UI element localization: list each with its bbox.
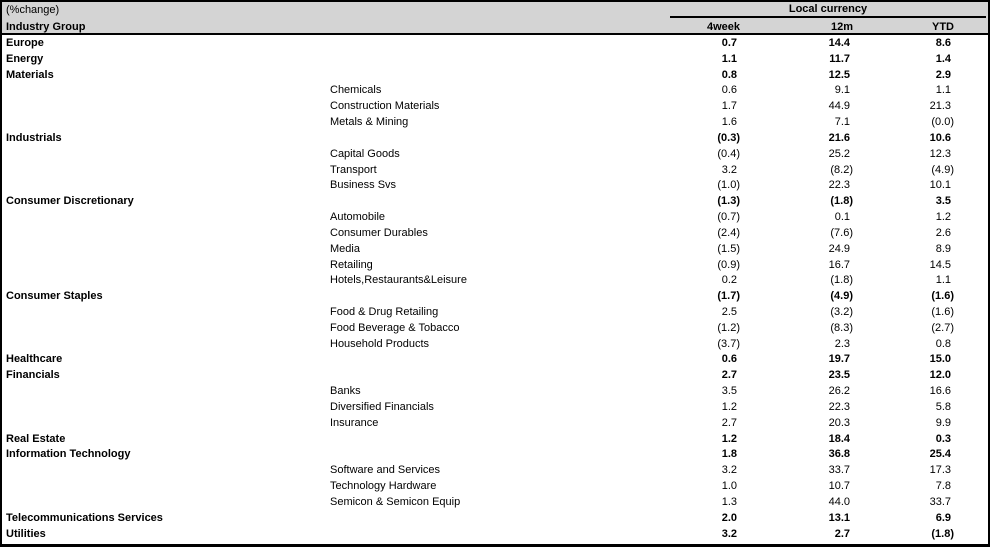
sub-industry-row [2, 146, 988, 162]
sub-industry-row [2, 272, 988, 288]
column-header-4week: 4week [706, 20, 740, 33]
value-ytd: 2.6 [935, 226, 951, 239]
value-12m: 21.6 [828, 131, 850, 144]
group-row [2, 526, 988, 542]
value-ytd: (0.0) [931, 116, 954, 129]
sub-industry-row [2, 383, 988, 399]
value-ytd: 0.8 [935, 337, 951, 350]
value-4week: 2.7 [721, 416, 737, 429]
sub-industry-row [2, 257, 988, 273]
value-ytd: 10.6 [929, 131, 951, 144]
value-4week: 0.6 [721, 353, 737, 366]
group-row [2, 67, 988, 83]
value-4week: 0.2 [721, 274, 737, 287]
group-row [2, 367, 988, 383]
value-12m: 0.1 [834, 211, 850, 224]
value-12m: 20.3 [828, 416, 850, 429]
value-4week: 2.7 [721, 369, 737, 382]
value-ytd: 1.1 [935, 84, 951, 97]
value-ytd: 16.6 [929, 385, 951, 398]
value-4week: 1.0 [721, 480, 737, 493]
row-label: Construction Materials [330, 100, 440, 113]
row-label: Business Svs [330, 179, 397, 192]
value-4week: (0.7) [717, 211, 740, 224]
sub-industry-row [2, 177, 988, 193]
row-label: Energy [6, 52, 44, 65]
value-12m: 14.4 [828, 36, 850, 49]
value-4week: 3.2 [721, 527, 737, 540]
row-label: Materials [6, 68, 54, 81]
value-12m: 23.5 [828, 369, 850, 382]
table-header [2, 2, 988, 35]
row-label: Automobile [330, 211, 386, 224]
value-ytd: 8.6 [935, 36, 951, 49]
value-ytd: 0.3 [935, 432, 951, 445]
value-4week: 1.7 [721, 100, 737, 113]
group-row [2, 431, 988, 447]
row-label: Food & Drug Retailing [330, 305, 439, 318]
sub-industry-row [2, 98, 988, 114]
value-12m: (7.6) [830, 226, 853, 239]
value-12m: 22.3 [828, 400, 850, 413]
value-ytd: 17.3 [929, 464, 951, 477]
row-label: Industrials [6, 131, 62, 144]
sub-industry-row [2, 494, 988, 510]
value-12m: 13.1 [828, 511, 850, 524]
group-row [2, 510, 988, 526]
value-12m: 2.3 [834, 337, 850, 350]
row-label: Telecommunications Services [6, 511, 163, 524]
row-label: Technology Hardware [330, 480, 437, 493]
row-label: Europe [6, 36, 44, 49]
value-4week: 3.2 [721, 163, 737, 176]
value-12m: 10.7 [828, 480, 850, 493]
value-4week: (0.4) [717, 147, 740, 160]
group-row [2, 35, 988, 51]
sub-industry-row [2, 304, 988, 320]
table-body [2, 35, 988, 542]
value-12m: 2.7 [834, 527, 850, 540]
sub-industry-row [2, 209, 988, 225]
value-12m: (4.9) [830, 290, 853, 303]
value-4week: (1.0) [717, 179, 740, 192]
value-ytd: 1.4 [935, 52, 951, 65]
group-row [2, 130, 988, 146]
row-label: Consumer Staples [6, 290, 103, 303]
value-4week: 0.7 [721, 36, 737, 49]
value-12m: 22.3 [828, 179, 850, 192]
sub-industry-row [2, 225, 988, 241]
value-ytd: 5.8 [935, 400, 951, 413]
value-ytd: 3.5 [935, 195, 951, 208]
value-12m: 24.9 [828, 242, 850, 255]
column-header-ytd: YTD [932, 20, 954, 33]
value-4week: 3.5 [721, 385, 737, 398]
value-12m: 44.9 [828, 100, 850, 113]
value-ytd: 9.9 [935, 416, 951, 429]
row-label: Real Estate [6, 432, 66, 445]
value-4week: (0.3) [717, 131, 740, 144]
sub-industry-row [2, 478, 988, 494]
value-ytd: (1.6) [931, 305, 954, 318]
value-4week: (1.5) [717, 242, 740, 255]
value-ytd: 33.7 [929, 495, 951, 508]
row-label: Consumer Discretionary [6, 195, 134, 208]
sub-industry-row [2, 114, 988, 130]
value-12m: (1.8) [830, 195, 853, 208]
row-label: Food Beverage & Tobacco [330, 321, 460, 334]
row-label: Transport [330, 163, 377, 176]
value-12m: 16.7 [828, 258, 850, 271]
row-label: Utilities [6, 527, 46, 540]
value-ytd: 21.3 [929, 100, 951, 113]
value-12m: 33.7 [828, 464, 850, 477]
value-12m: 26.2 [828, 385, 850, 398]
value-ytd: 12.3 [929, 147, 951, 160]
value-ytd: 12.0 [929, 369, 951, 382]
group-row [2, 447, 988, 463]
row-label: Media [330, 242, 360, 255]
value-ytd: (1.6) [931, 290, 954, 303]
value-4week: 1.8 [721, 448, 737, 461]
value-4week: 2.5 [721, 305, 737, 318]
value-12m: 7.1 [834, 116, 850, 129]
group-row [2, 51, 988, 67]
sub-industry-row [2, 241, 988, 257]
value-12m: (8.3) [830, 321, 853, 334]
row-label: Hotels,Restaurants&Leisure [330, 274, 467, 287]
value-12m: (8.2) [830, 163, 853, 176]
value-12m: 18.4 [828, 432, 850, 445]
value-4week: 3.2 [721, 464, 737, 477]
row-label: Retailing [330, 258, 373, 271]
value-12m: 36.8 [828, 448, 850, 461]
header-row-columns [2, 18, 988, 35]
sub-industry-row [2, 336, 988, 352]
value-4week: (2.4) [717, 226, 740, 239]
value-ytd: 6.9 [935, 511, 951, 524]
sub-industry-row [2, 320, 988, 336]
value-4week: (1.7) [717, 290, 740, 303]
group-row [2, 352, 988, 368]
value-12m: 44.0 [828, 495, 850, 508]
value-ytd: 1.2 [935, 211, 951, 224]
value-ytd: 10.1 [929, 179, 951, 192]
group-row [2, 288, 988, 304]
value-4week: (0.9) [717, 258, 740, 271]
value-12m: (1.8) [830, 274, 853, 287]
value-ytd: (1.8) [931, 527, 954, 540]
industry-group-header: Industry Group [6, 20, 86, 33]
row-label: Chemicals [330, 84, 382, 97]
sub-industry-row [2, 399, 988, 415]
row-label: Consumer Durables [330, 226, 428, 239]
percent-change-label: (%change) [6, 4, 60, 16]
group-row [2, 193, 988, 209]
value-ytd: 25.4 [929, 448, 951, 461]
value-4week: 0.8 [721, 68, 737, 81]
value-4week: 1.1 [721, 52, 737, 65]
value-12m: 9.1 [834, 84, 850, 97]
value-12m: (3.2) [830, 305, 853, 318]
value-ytd: 7.8 [935, 480, 951, 493]
value-ytd: 15.0 [929, 353, 951, 366]
sub-industry-row [2, 415, 988, 431]
value-ytd: 8.9 [935, 242, 951, 255]
sub-industry-row [2, 462, 988, 478]
value-4week: 2.0 [721, 511, 737, 524]
value-4week: (1.2) [717, 321, 740, 334]
value-4week: (3.7) [717, 337, 740, 350]
row-label: Semicon & Semicon Equip [330, 495, 461, 508]
row-label: Software and Services [330, 464, 441, 477]
sub-industry-row [2, 162, 988, 178]
row-label: Healthcare [6, 353, 63, 366]
header-row-currency [2, 2, 988, 18]
value-12m: 11.7 [829, 52, 850, 65]
row-label: Banks [330, 385, 361, 398]
value-ytd: (2.7) [931, 321, 954, 334]
value-ytd: 14.5 [929, 258, 951, 271]
value-4week: 1.6 [721, 116, 737, 129]
value-12m: 19.7 [828, 353, 850, 366]
row-label: Insurance [330, 416, 379, 429]
row-label: Capital Goods [330, 147, 400, 160]
row-label: Diversified Financials [330, 400, 434, 413]
sub-industry-row [2, 82, 988, 98]
value-12m: 12.5 [828, 68, 850, 81]
value-4week: 1.3 [721, 495, 737, 508]
row-label: Information Technology [6, 448, 131, 461]
row-label: Financials [6, 369, 60, 382]
value-12m: 25.2 [828, 147, 850, 160]
value-ytd: 2.9 [935, 68, 951, 81]
row-label: Household Products [330, 337, 430, 350]
value-ytd: 1.1 [935, 274, 951, 287]
value-4week: (1.3) [717, 195, 740, 208]
value-4week: 0.6 [721, 84, 737, 97]
local-currency-header: Local currency [670, 2, 986, 18]
value-4week: 1.2 [721, 432, 737, 445]
value-4week: 1.2 [721, 400, 737, 413]
column-header-12m: 12m [830, 20, 853, 33]
row-label: Metals & Mining [330, 116, 409, 129]
value-ytd: (4.9) [931, 163, 954, 176]
